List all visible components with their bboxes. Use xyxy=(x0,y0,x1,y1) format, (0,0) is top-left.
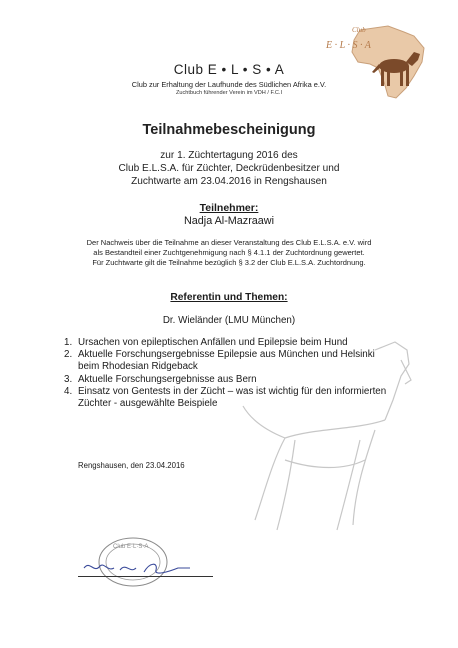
topics-list xyxy=(64,337,444,410)
topic-text: Aktuelle Forschungsergebnisse aus Bern xyxy=(78,373,257,385)
event-line-3: Zuchtwarte am 23.04.2016 in Rengshausen xyxy=(131,176,327,187)
logo-main-text: E · L · S · A xyxy=(326,40,371,51)
topic-number: 4. xyxy=(64,385,73,397)
topic-number: 1. xyxy=(64,337,73,348)
speaker-name: Dr. Wieländer (LMU München) xyxy=(162,315,296,326)
topic-item xyxy=(64,374,444,386)
topic-item xyxy=(64,349,444,361)
speakers-label: Referentin und Themen: xyxy=(170,292,288,303)
topic-text: Einsatz von Gentests in der Zücht – was ist wichtig für den informierten xyxy=(78,385,387,397)
logo-club-text: Club xyxy=(352,26,366,34)
club-name: Club E • L • S • A xyxy=(173,62,285,77)
topic-item-continued xyxy=(64,361,444,373)
event-line-1: zur 1. Züchtertagung 2016 des xyxy=(160,150,298,161)
event-line-2: Club E.L.S.A. für Züchter, Deckrüdenbesitzer und xyxy=(118,163,340,174)
stamp-text: Club E·L·S·A xyxy=(113,544,149,550)
club-logo xyxy=(318,22,440,102)
certificate-title: Teilnahmebescheinigung xyxy=(142,122,316,138)
participant-name: Nadja Al-Mazraawi xyxy=(183,215,274,227)
topic-text: Aktuelle Forschungsergebnisse Epilepsie aus München und Helsinki xyxy=(78,349,375,361)
club-affiliation: Zuchtbuch führender Verein im VDH / F.C.I xyxy=(175,90,282,96)
signature-line xyxy=(78,576,213,577)
club-full-name: Club zur Erhaltung der Laufhunde des Südlichen Afrika e.V. xyxy=(131,80,327,89)
note-line-2: als Bestandteil einer Zuchtgenehmigung nach § 4.1.1 der Zuchtordnung gewertet. xyxy=(93,248,365,257)
participant-label: Teilnehmer: xyxy=(199,202,259,214)
topic-number: 3. xyxy=(64,373,73,385)
note-line-1: Der Nachweis über die Teilnahme an dieser Veranstaltung des Club E.L.S.A. e.V. wird xyxy=(86,238,372,247)
topic-item xyxy=(64,386,444,398)
place-date: Rengshausen, den 23.04.2016 xyxy=(78,461,185,470)
topic-item-continued xyxy=(64,398,444,410)
topic-text: Ursachen von epileptischen Anfällen und Epilepsie beim Hund xyxy=(78,337,348,348)
topic-text: beim Rhodesian Ridgeback xyxy=(78,361,198,373)
note-line-3: Für Zuchtwarte gilt die Teilnahme bezüglich § 3.2 der Club E.L.S.A. Zuchtordnung. xyxy=(92,258,366,267)
topic-item xyxy=(64,337,444,349)
topic-number: 2. xyxy=(64,349,73,361)
topic-text: Züchter - ausgewählte Beispiele xyxy=(78,398,218,410)
club-stamp xyxy=(78,528,228,594)
